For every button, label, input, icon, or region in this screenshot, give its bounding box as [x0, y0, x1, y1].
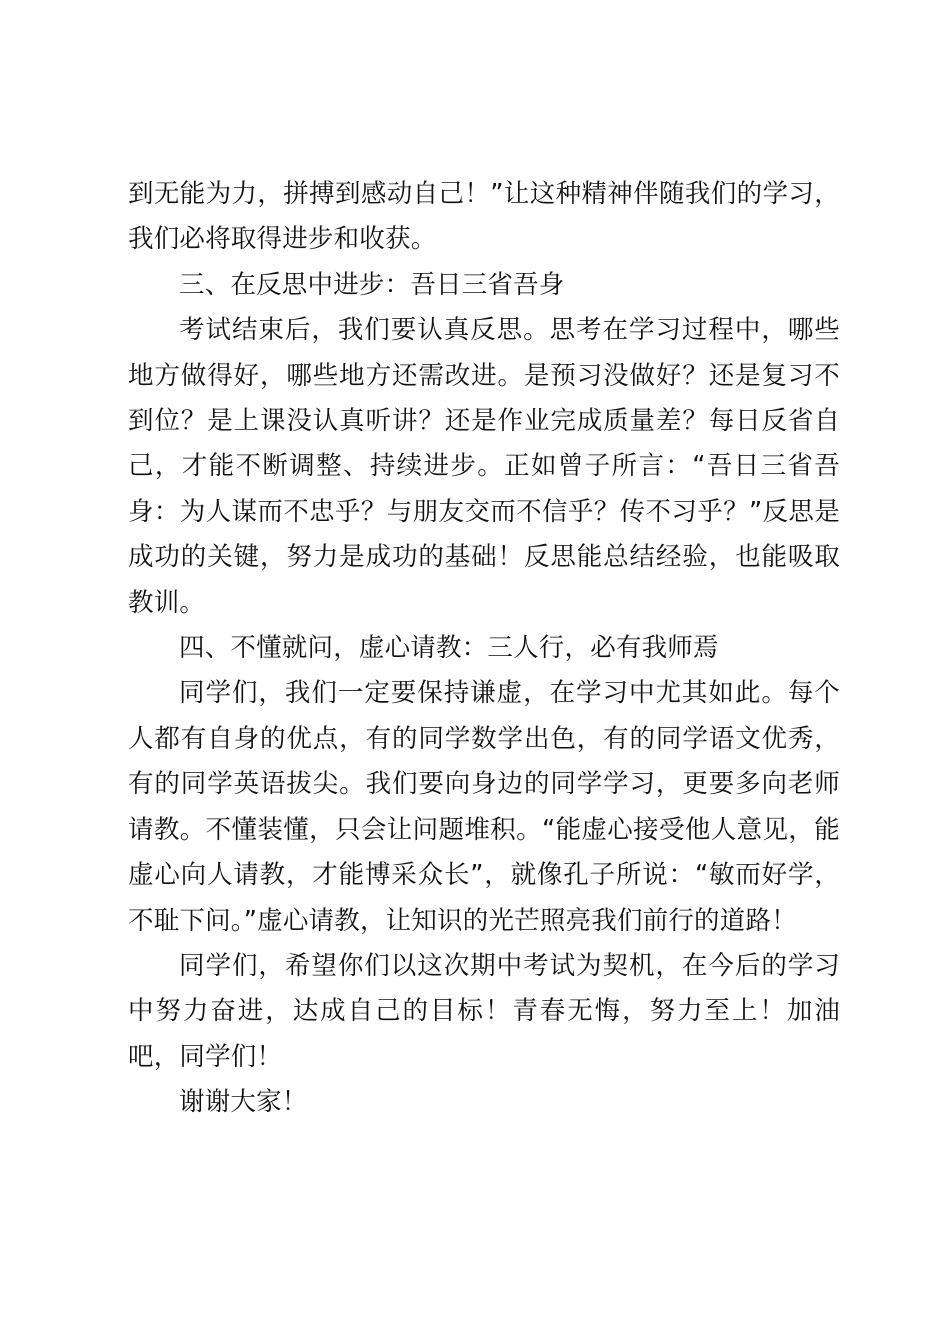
document-body: [128, 172, 840, 1126]
paragraph-continuation: 到无能为力，拼搏到感动自己！”让这种精神伴随我们的学习，我们必将取得进步和收获。: [128, 179, 840, 255]
section-heading-reflection: 三、在反思中进步：吾日三省吾身: [179, 269, 565, 300]
paragraph-closing: 同学们，希望你们以这次期中考试为契机，在今后的学习中努力奋进，达成自己的目标！青春无悔，努力至上！加油吧，同学们！: [128, 950, 840, 1072]
paragraph-reflection: 考试结束后，我们要认真反思。思考在学习过程中，哪些地方做得好，哪些地方还需改进。是预习没做好？还是复习不到位？是上课没认真听讲？还是作业完成质量差？每日反省自己，才能不断调整、持续进步。正如曾子所言：“吾日三省吾身：为人谋而不忠乎？与朋友交而不信乎？传不习乎？”反思是成功的关键，努力是成功的基础！反思能总结经验，也能吸取教训。: [128, 315, 840, 618]
paragraph-ask-questions: 同学们，我们一定要保持谦虚，在学习中尤其如此。每个人都有自身的优点，有的同学数学出色，有的同学语文优秀，有的同学英语拔尖。我们要向身边的同学学习，更要多向老师请教。不懂装懂，只会让问题堆积。“能虚心接受他人意见，能虚心向人请教，才能博采众长”，就像孔子所说：“敏而好学，不耻下问。”虚心请教，让知识的光芒照亮我们前行的道路！: [128, 678, 840, 936]
paragraph-thanks: 谢谢大家！: [179, 1087, 308, 1118]
section-heading-ask-questions: 四、不懂就问，虚心请教：三人行，必有我师焉: [179, 633, 719, 664]
